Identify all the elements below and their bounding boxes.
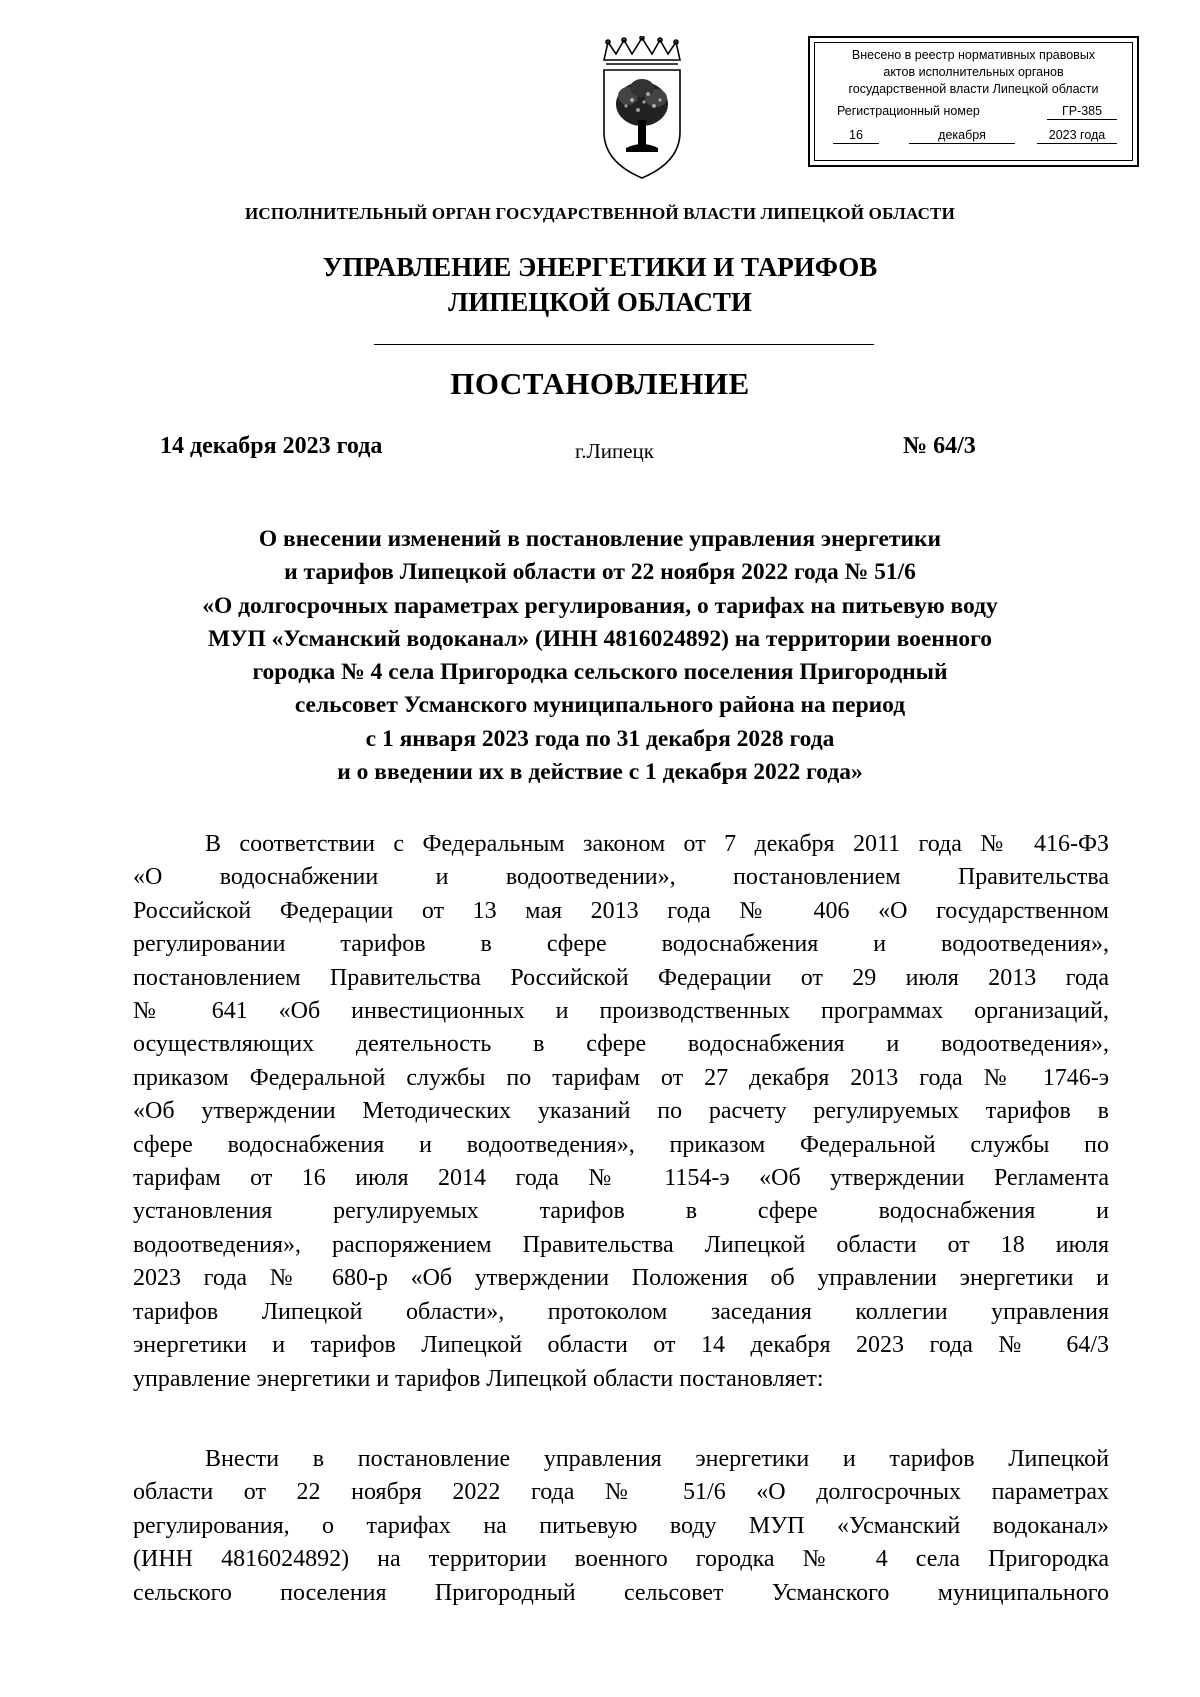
stamp-day: 16 [833, 127, 879, 144]
stamp-line-1: Внесено в реестр нормативных правовых [851, 48, 1096, 62]
document-date: 14 декабря 2023 года [160, 433, 383, 459]
document-type-heading: ПОСТАНОВЛЕНИЕ [450, 366, 750, 401]
title-line: «О долгосрочных параметрах регулирования, о тарифах на питьевую воду [202, 592, 998, 619]
stamp-line-3: государственной власти Липецкой области [848, 82, 1099, 96]
title-line: городка № 4 села Пригородка сельского поселения Пригородный [252, 659, 948, 686]
paragraph-line: регулировании тарифов в сфере водоснабжения и водоотведения», [133, 931, 1109, 958]
stamp-registration-number: ГР-385 [1047, 103, 1117, 120]
title-line: и о введении их в действие с 1 декабря 2022 года» [337, 759, 863, 786]
paragraph-line: установления регулируемых тарифов в сфере водоснабжения и [133, 1198, 1109, 1225]
paragraph-line: сельского поселения Пригородный сельсовет Усманского муниципального [133, 1579, 1109, 1606]
paragraph-line: сфере водоснабжения и водоотведения», приказом Федеральной службы по [133, 1131, 1109, 1158]
paragraph-line: «Об утверждении Методических указаний по расчету регулируемых тарифов в [133, 1098, 1109, 1125]
paragraph-line: тарифов Липецкой области», протоколом заседания коллегии управления [133, 1298, 1109, 1325]
paragraph-line: постановлением Правительства Российской Федерации от 29 июля 2013 года [133, 964, 1109, 991]
document-number: № 64/3 [903, 433, 976, 459]
stamp-registration-label: Регистрационный номер [837, 104, 980, 118]
stamp-inner-frame [814, 42, 1133, 161]
title-line: с 1 января 2023 года по 31 декабря 2028 года [365, 725, 835, 752]
stamp-year: 2023 года [1037, 127, 1117, 144]
title-line: и тарифов Липецкой области от 22 ноября 2022 года № 51/6 [284, 559, 916, 586]
paragraph-line: области от 22 ноября 2022 года № 51/6 «О долгосрочных параметрах [133, 1479, 1109, 1506]
organization-name: ИСПОЛНИТЕЛЬНЫЙ ОРГАН ГОСУДАРСТВЕННОЙ ВЛАСТИ ЛИПЕЦКОЙ ОБЛАСТИ [244, 204, 956, 223]
paragraph-line: 2023 года № 680-р «Об утверждении Положения об управлении энергетики и [133, 1265, 1109, 1292]
registry-stamp [808, 36, 1139, 167]
preamble-paragraph [133, 828, 1109, 1396]
title-line: МУП «Усманский водоканал» (ИНН 4816024892) на территории военного [208, 625, 992, 652]
header-divider [374, 344, 874, 345]
paragraph-line: (ИНН 4816024892) на территории военного городка № 4 села Пригородка [133, 1546, 1109, 1573]
paragraph-line: энергетики и тарифов Липецкой области от 14 декабря 2023 года № 64/3 [133, 1332, 1109, 1359]
paragraph-line: осуществляющих деятельность в сфере водоснабжения и водоотведения», [133, 1031, 1109, 1058]
paragraph-line: Российской Федерации от 13 мая 2013 года № 406 «О государственном [133, 897, 1109, 924]
department-name [0, 250, 1200, 320]
department-name-line-1: УПРАВЛЕНИЕ ЭНЕРГЕТИКИ И ТАРИФОВ [322, 252, 878, 282]
title-line: сельсовет Усманского муниципального района на период [294, 692, 906, 719]
paragraph-line: регулирования, о тарифах на питьевую воду МУП «Усманский водоканал» [133, 1512, 1109, 1539]
paragraph-line: В соответствии с Федеральным законом от 7 декабря 2011 года № 416-ФЗ [205, 831, 1109, 857]
department-name-line-2: ЛИПЕЦКОЙ ОБЛАСТИ [448, 287, 752, 317]
paragraph-line: «О водоснабжении и водоотведении», постановлением Правительства [133, 864, 1109, 891]
stamp-line-2: актов исполнительных органов [883, 65, 1064, 79]
document-title [100, 523, 1100, 789]
document-city: г.Липецк [575, 439, 654, 463]
paragraph-line: управление энергетики и тарифов Липецкой области постановляет: [133, 1365, 824, 1392]
stamp-month: декабря [909, 127, 1015, 144]
paragraph-line: приказом Федеральной службы по тарифам от 27 декабря 2013 года № 1746-э [133, 1064, 1109, 1091]
title-line: О внесении изменений в постановление управления энергетики [258, 526, 942, 552]
paragraph-line: водоотведения», распоряжением Правительства Липецкой области от 18 июля [133, 1231, 1109, 1258]
coat-of-arms-emblem [596, 36, 688, 184]
operative-paragraph [133, 1443, 1109, 1610]
paragraph-line: тарифам от 16 июля 2014 года № 1154-э «Об утверждении Регламента [133, 1165, 1109, 1192]
paragraph-line: № 641 «Об инвестиционных и производственных программах организаций, [133, 998, 1109, 1025]
paragraph-line: Внести в постановление управления энергетики и тарифов Липецкой [205, 1446, 1109, 1472]
